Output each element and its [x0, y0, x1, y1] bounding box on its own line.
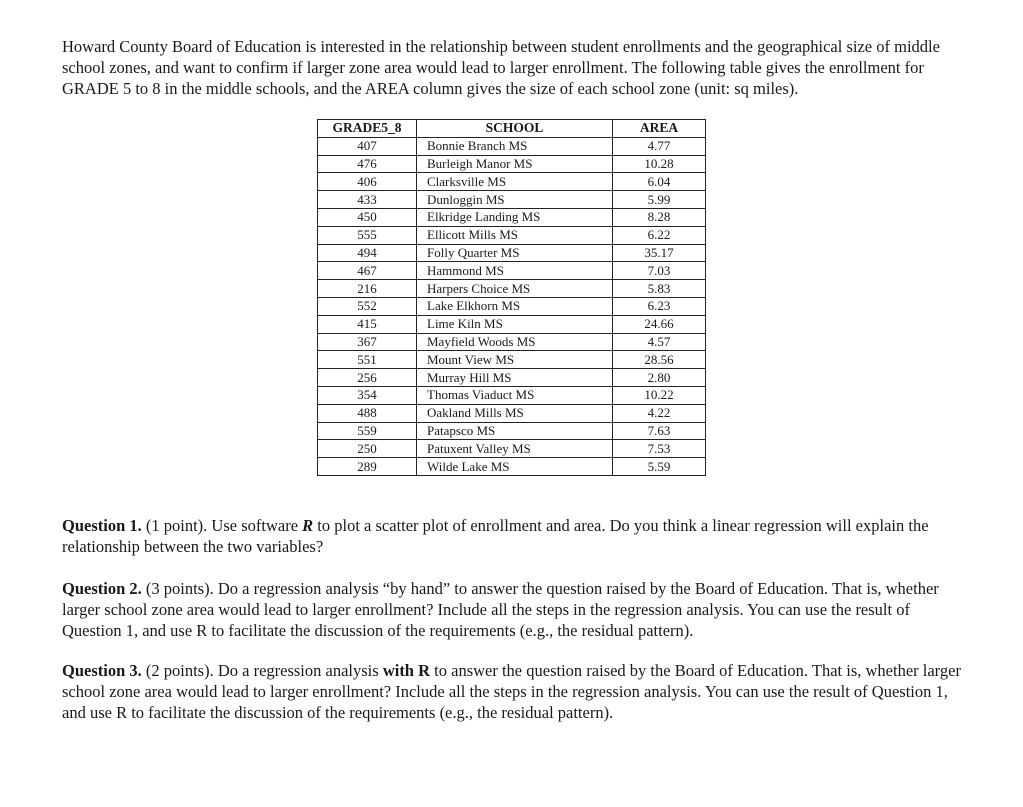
- cell-school: Mount View MS: [417, 351, 613, 369]
- cell-area: 5.59: [613, 458, 706, 476]
- cell-area: 7.63: [613, 422, 706, 440]
- table-row: [318, 226, 706, 244]
- cell-area: 10.22: [613, 386, 706, 404]
- cell-grade: 415: [318, 315, 417, 333]
- cell-area: 5.99: [613, 191, 706, 209]
- cell-grade: 488: [318, 404, 417, 422]
- table-row: [318, 458, 706, 476]
- cell-school: Folly Quarter MS: [417, 244, 613, 262]
- table-row: [318, 262, 706, 280]
- table-row: [318, 280, 706, 298]
- cell-area: 7.03: [613, 262, 706, 280]
- cell-area: 24.66: [613, 315, 706, 333]
- header-area: AREA: [613, 120, 706, 138]
- header-school: SCHOOL: [417, 120, 613, 138]
- table-row: [318, 351, 706, 369]
- cell-area: 4.77: [613, 137, 706, 155]
- cell-grade: 407: [318, 137, 417, 155]
- cell-school: Oakland Mills MS: [417, 404, 613, 422]
- question-3-with-r: with R: [382, 661, 431, 680]
- table-body: [318, 137, 706, 475]
- cell-school: Patapsco MS: [417, 422, 613, 440]
- question-3-label: Question 3.: [62, 661, 142, 680]
- cell-area: 7.53: [613, 440, 706, 458]
- cell-school: Burleigh Manor MS: [417, 155, 613, 173]
- cell-grade: 494: [318, 244, 417, 262]
- table-row: [318, 208, 706, 226]
- table-row: [318, 155, 706, 173]
- table-row: [318, 422, 706, 440]
- cell-grade: 555: [318, 226, 417, 244]
- table-row: [318, 315, 706, 333]
- question-2: [62, 578, 962, 641]
- question-1-text: to plot a scatter plot of enrollment and area. Do you think a linear regression will explain the relationship between the two variables?: [62, 516, 929, 556]
- cell-grade: 216: [318, 280, 417, 298]
- cell-area: 10.28: [613, 155, 706, 173]
- cell-school: Mayfield Woods MS: [417, 333, 613, 351]
- table-row: [318, 369, 706, 387]
- table-row: [318, 173, 706, 191]
- cell-grade: 406: [318, 173, 417, 191]
- cell-grade: 256: [318, 369, 417, 387]
- cell-area: 6.22: [613, 226, 706, 244]
- cell-school: Harpers Choice MS: [417, 280, 613, 298]
- question-2-label: Question 2.: [62, 579, 142, 598]
- cell-school: Patuxent Valley MS: [417, 440, 613, 458]
- cell-grade: 476: [318, 155, 417, 173]
- table-row: [318, 333, 706, 351]
- table-row: [318, 440, 706, 458]
- table-row: [318, 404, 706, 422]
- cell-grade: 450: [318, 208, 417, 226]
- cell-school: Hammond MS: [417, 262, 613, 280]
- cell-grade: 559: [318, 422, 417, 440]
- cell-area: 4.57: [613, 333, 706, 351]
- table-row: [318, 137, 706, 155]
- cell-area: 8.28: [613, 208, 706, 226]
- cell-school: Dunloggin MS: [417, 191, 613, 209]
- question-3-text-b: to answer the question raised by the Board of Education. That is, whether larger school zone area would lead to larger enrollment? Include all the steps in the regression analysis. You can use the result of Question 1, and use R to facilitate the discussion of the requirements (e.g., the residual pattern).: [62, 661, 961, 722]
- cell-grade: 551: [318, 351, 417, 369]
- intro-paragraph: Howard County Board of Education is interested in the relationship between student enrollments and the geographical size of middle school zones, and want to confirm if larger zone area would lead to larger enrollment. The following table gives the enrollment for GRADE 5 to 8 in the middle schools, and the AREA column gives the size of each school zone (unit: sq miles).: [62, 37, 940, 98]
- table-row: [318, 244, 706, 262]
- cell-area: 35.17: [613, 244, 706, 262]
- cell-school: Lime Kiln MS: [417, 315, 613, 333]
- cell-school: Lake Elkhorn MS: [417, 297, 613, 315]
- cell-grade: 367: [318, 333, 417, 351]
- cell-area: 4.22: [613, 404, 706, 422]
- table-row: [318, 297, 706, 315]
- table-header-row: [318, 120, 706, 138]
- header-grade: GRADE5_8: [318, 120, 417, 138]
- cell-school: Bonnie Branch MS: [417, 137, 613, 155]
- cell-school: Thomas Viaduct MS: [417, 386, 613, 404]
- table-row: [318, 191, 706, 209]
- cell-school: Wilde Lake MS: [417, 458, 613, 476]
- cell-school: Ellicott Mills MS: [417, 226, 613, 244]
- question-3: [62, 660, 962, 723]
- cell-area: 6.23: [613, 297, 706, 315]
- question-1-label: Question 1.: [62, 516, 142, 535]
- cell-school: Clarksville MS: [417, 173, 613, 191]
- enrollment-table: [317, 119, 706, 476]
- cell-grade: 354: [318, 386, 417, 404]
- cell-school: Elkridge Landing MS: [417, 208, 613, 226]
- table-row: [318, 386, 706, 404]
- question-1-points: (1 point). Use software: [141, 516, 303, 535]
- cell-area: 5.83: [613, 280, 706, 298]
- cell-grade: 289: [318, 458, 417, 476]
- cell-area: 2.80: [613, 369, 706, 387]
- cell-school: Murray Hill MS: [417, 369, 613, 387]
- question-3-text-a: (2 points). Do a regression analysis: [141, 661, 383, 680]
- cell-grade: 552: [318, 297, 417, 315]
- cell-grade: 433: [318, 191, 417, 209]
- question-2-text: (3 points). Do a regression analysis “by hand” to answer the question raised by the Board of Education. That is, whether larger school zone area would lead to larger enrollment? Include all the steps in the regression analysis. You can use the result of Question 1, and use R to facilitate the discussion of the requirements (e.g., the residual pattern).: [62, 579, 939, 640]
- cell-grade: 250: [318, 440, 417, 458]
- question-1: [62, 515, 962, 557]
- cell-grade: 467: [318, 262, 417, 280]
- cell-area: 28.56: [613, 351, 706, 369]
- question-1-r: R: [302, 516, 314, 535]
- cell-area: 6.04: [613, 173, 706, 191]
